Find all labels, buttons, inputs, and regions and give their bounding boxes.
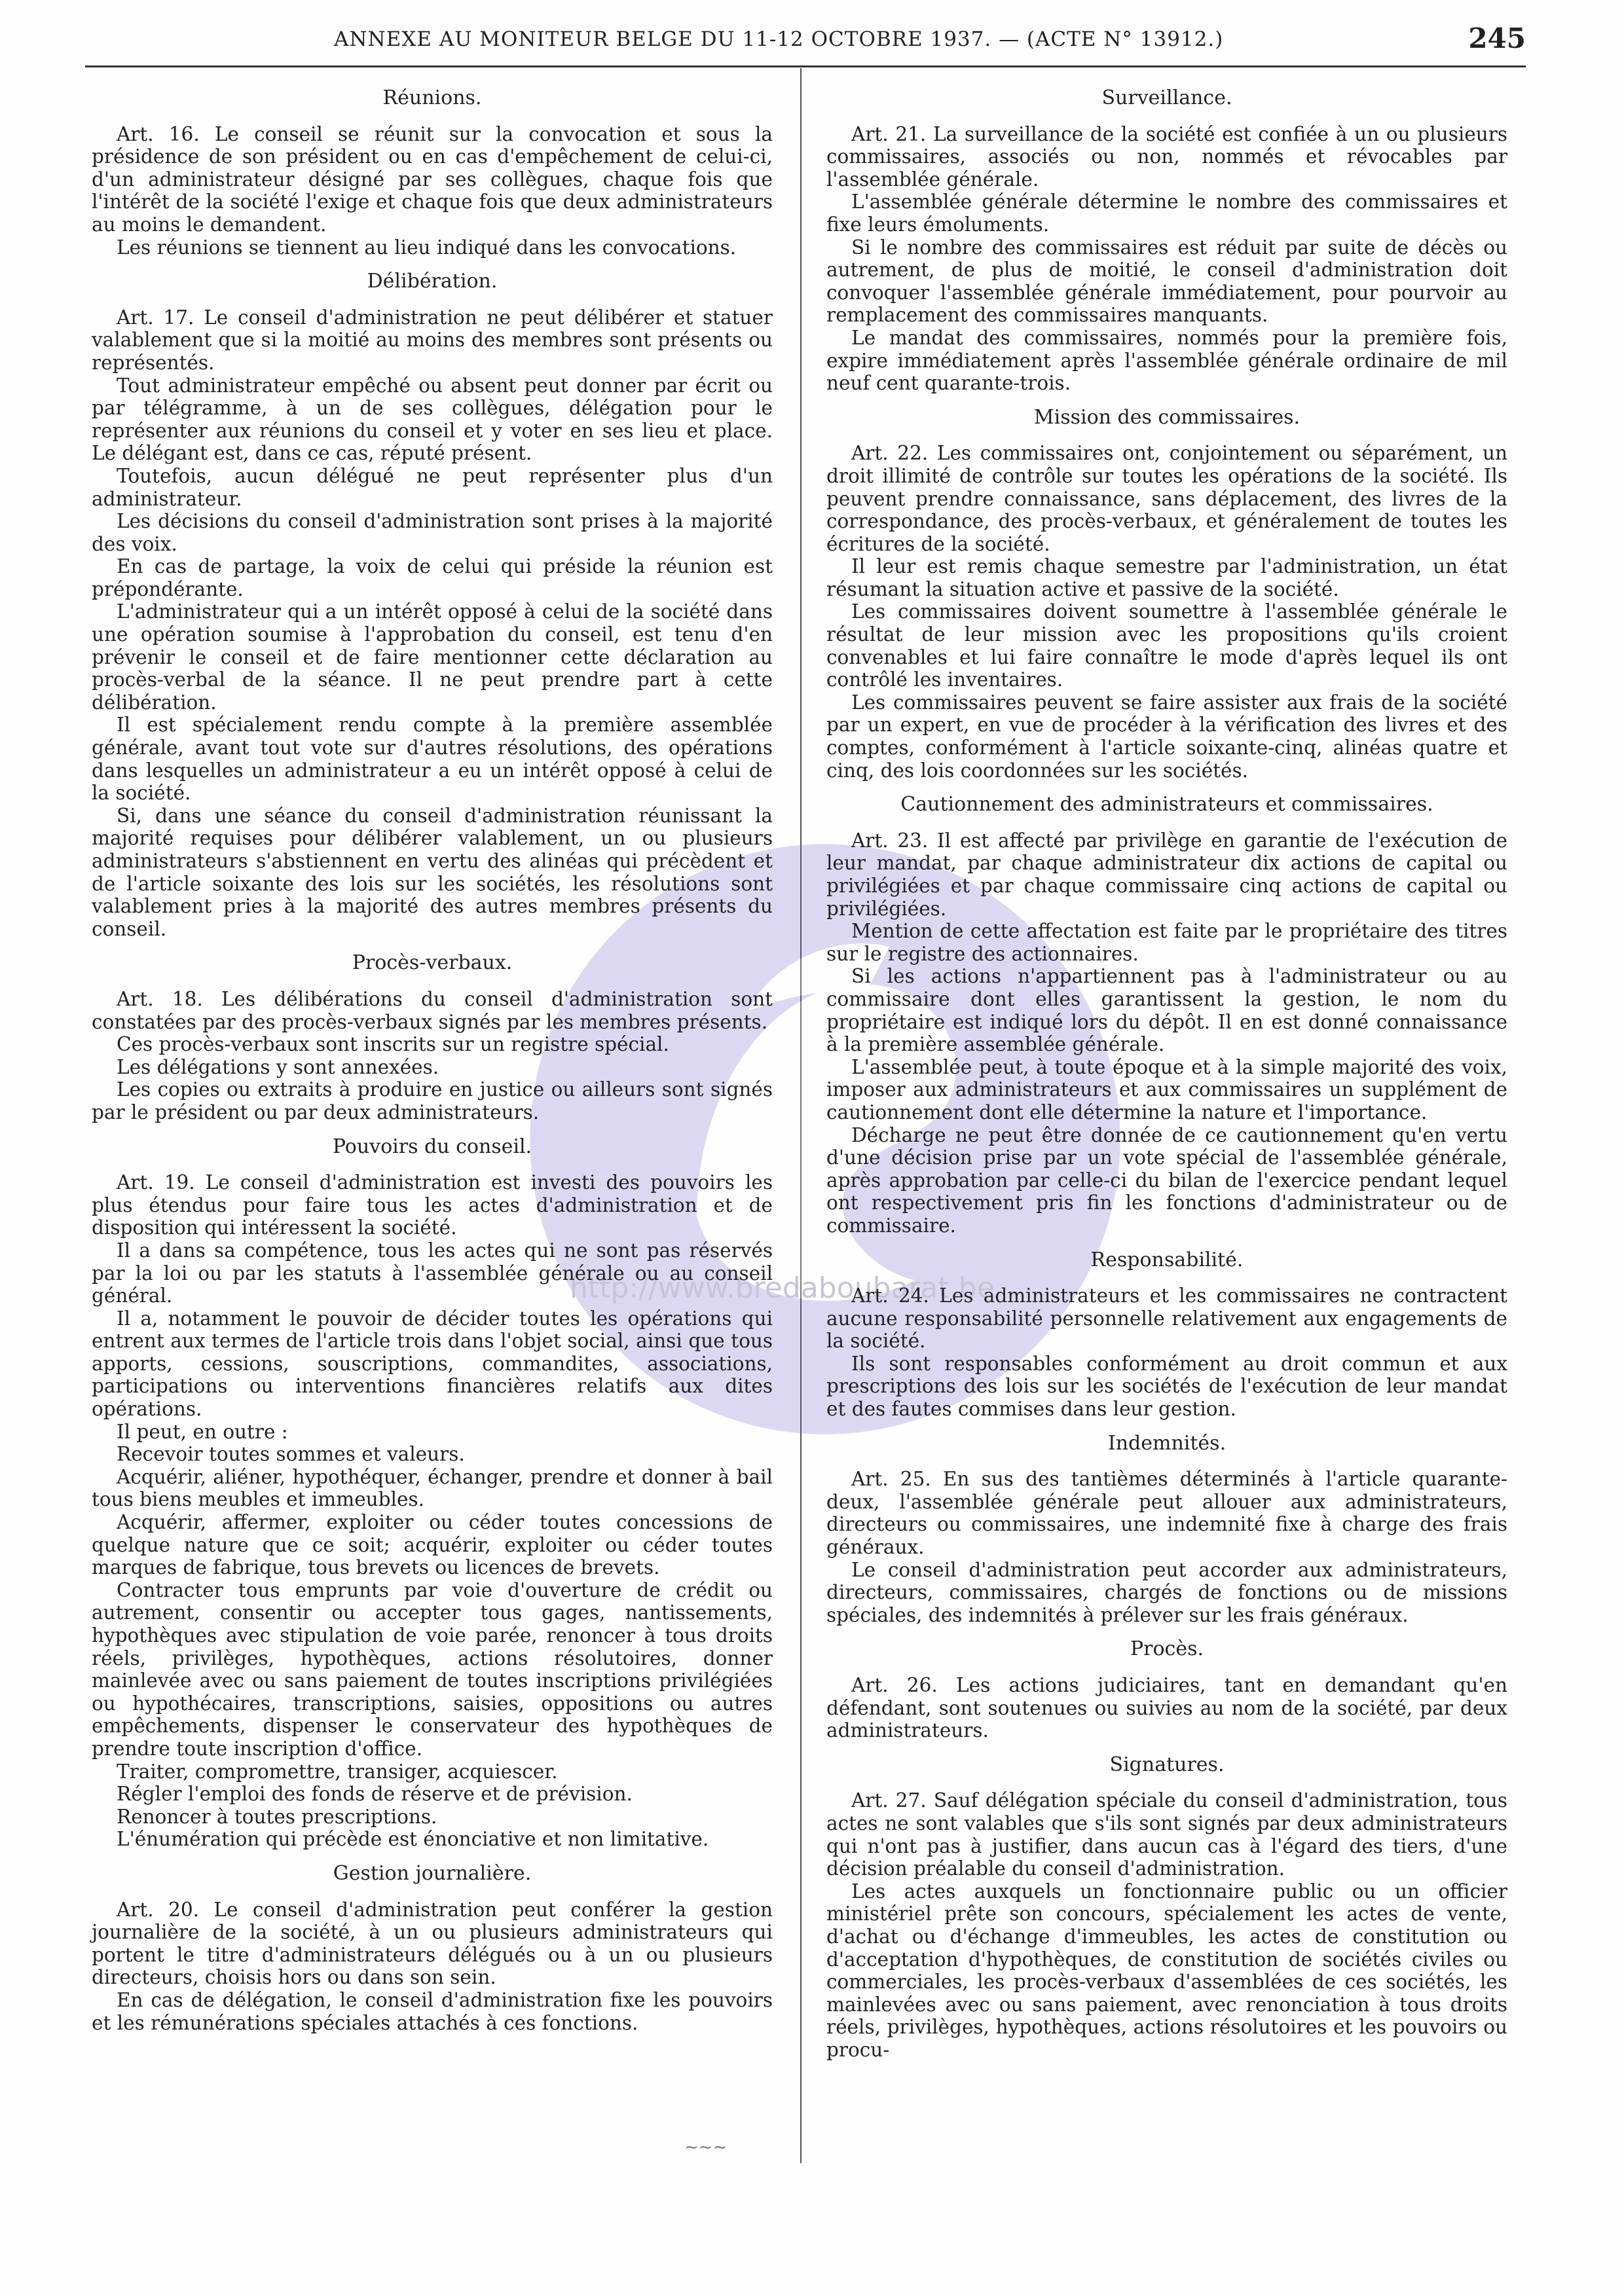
scribble-mark: ~~~ — [684, 2138, 728, 2157]
section-responsabilite — [826, 1249, 1507, 1421]
paragraph: Les décisions du conseil d'administration sont prises à la majorité des voix. — [92, 510, 773, 555]
paragraph: Art. 17. Le conseil d'administration ne peut délibérer et statuer valablement que si la moitié au moins des membres sont présents ou représentés. — [92, 306, 773, 374]
section-heading: Gestion journalière. — [333, 1861, 532, 1885]
section-heading: Procès-verbaux. — [352, 951, 513, 975]
paragraph: Les commissaires peuvent se faire assister aux frais de la société par un expert, en vue de procéder à la vérification des livres et des comptes, conformément à l'article soixante-cinq, alinéas quatre et cinq, des lois coordonnées sur les sociétés. — [826, 691, 1507, 782]
list-item: Acquérir, affermer, exploiter ou céder toutes concessions de quelque nature que ce soit; acquérir, exploiter ou céder toutes marques de fabrique, tous brevets ou licences de brevets. — [92, 1511, 773, 1579]
section-heading: Surveillance. — [1101, 86, 1232, 109]
paragraph: Art. 26. Les actions judiciaires, tant en demandant qu'en défendant, sont soutenues ou suivies au nom de la société, par deux administrateurs. — [826, 1674, 1507, 1742]
section-heading: Signatures. — [1109, 1753, 1225, 1776]
powers-list — [92, 1443, 773, 1851]
section-mission — [826, 407, 1507, 782]
paragraph: Le mandat des commissaires, nommés pour la première fois, expire immédiatement après l'assemblée générale ordinaire de mil neuf cent quarante-trois. — [826, 326, 1507, 395]
section-heading: Réunions. — [382, 86, 482, 109]
paragraph: Art. 21. La surveillance de la société est confiée à un ou plusieurs commissaires, associés ou non, nommés et révocables par l'assemblée générale. — [826, 122, 1507, 191]
paragraph: En cas de délégation, le conseil d'administration fixe les pouvoirs et les rémunérations spéciales attachés à ces fonctions. — [92, 1988, 773, 2034]
paragraph: Si le nombre des commissaires est réduit par suite de décès ou autrement, de plus de moitié, le conseil d'administration doit convoquer l'assemblée générale immédiatement, pour pourvoir au remplacement des commissaires manquants. — [826, 236, 1507, 327]
section-heading: Responsabilité. — [1090, 1248, 1244, 1271]
list-item: L'énumération qui précède est énonciative et non limitative. — [117, 1828, 709, 1851]
paragraph: Il peut, en outre : — [117, 1420, 288, 1443]
paragraph: Il a dans sa compétence, tous les actes qui ne sont pas réservés par la loi ou par les statuts à l'assemblée générale ou au conseil général. — [92, 1239, 773, 1307]
section-cautionnement — [826, 793, 1507, 1237]
paragraph: Les réunions se tiennent au lieu indiqué dans les convocations. — [117, 236, 737, 259]
paragraph: Art. 22. Les commissaires ont, conjointement ou séparément, un droit illimité de contrôle sur toutes les opérations de la société. Ils peuvent prendre connaissance, sans déplacement, des livres de la correspondance, des procès-verbaux, et généralement de toutes les écritures de la société. — [826, 442, 1507, 555]
paragraph: Les commissaires doivent soumettre à l'assemblée générale le résultat de leur mission avec les propositions qu'ils croient convenables et lui faire connaître le mode d'après lequel ils ont contrôlé les inventaires. — [826, 600, 1507, 691]
section-signatures — [826, 1754, 1507, 2062]
paragraph: Si, dans une séance du conseil d'administration réunissant la majorité requises pour délibérer valablement, un ou plusieurs administrateurs s'abstiennent en vertu des alinéas qui précèdent et de l'article soixante des lois sur les sociétés, les résolutions sont valablement pries à la majorité des autres membres présents du conseil. — [92, 804, 773, 940]
paragraph: Il leur est remis chaque semestre par l'administration, un état résumant la situation active et passive de la société. — [826, 555, 1507, 600]
paragraph: Art. 25. En sus des tantièmes déterminés à l'article quarante-deux, l'assemblée générale peut allouer aux administrateurs, directeurs ou commissaires, une indemnité fixe à charge des frais généraux. — [826, 1468, 1507, 1559]
paragraph: Art. 19. Le conseil d'administration est investi des pouvoirs les plus étendus pour faire tous les actes d'administration et de disposition qui intéressent la société. — [92, 1171, 773, 1239]
list-item: Régler l'emploi des fonds de réserve et de prévision. — [117, 1783, 633, 1806]
paragraph: Décharge ne peut être donnée de ce cautionnement qu'en vertu d'une décision prise par un vote spécial de l'assemblée générale, après approbation par celle-ci du bilan de l'exercice pendant lequel ont respectivement pris fin les fonctions d'administrateur ou de commissaire. — [826, 1123, 1507, 1237]
paragraph: Art. 27. Sauf délégation spéciale du conseil d'administration, tous actes ne sont valables que s'ils sont signés par deux administrateurs qui n'ont pas à justifier, dans aucun cas à l'égard des tiers, d'une décision préalable du conseil d'administration. — [826, 1789, 1507, 1880]
paragraph: Art. 24. Les administrateurs et les commissaires ne contractent aucune responsabilité personnelle relativement aux engagements de la société. — [826, 1285, 1507, 1353]
section-heading: Indemnités. — [1107, 1431, 1227, 1455]
paragraph: Toutefois, aucun délégué ne peut représenter plus d'un administrateur. — [92, 464, 773, 510]
paragraph: Le conseil d'administration peut accorder aux administrateurs, directeurs, commissaires, chargés de fonctions ou de missions spéciales, des indemnités à prélever sur les frais généraux. — [826, 1558, 1507, 1626]
paragraph: L'assemblée peut, à toute époque et à la simple majorité des voix, imposer aux administrateurs et aux commissaires un supplément de cautionnement dont elle détermine la nature et l'importance. — [826, 1055, 1507, 1123]
paragraph: Ils sont responsables conformément au droit commun et aux prescriptions des lois sur les sociétés de l'exécution de leur mandat et des fautes commises dans leur gestion. — [826, 1352, 1507, 1421]
list-item: Recevoir toutes sommes et valeurs. — [117, 1443, 465, 1466]
paragraph: Ces procès-verbaux sont inscrits sur un registre spécial. — [117, 1033, 669, 1056]
section-indemnites — [826, 1432, 1507, 1627]
right-column — [826, 75, 1507, 2062]
paragraph: L'assemblée générale détermine le nombre des commissaires et fixe leurs émoluments. — [826, 191, 1507, 236]
section-surveillance — [826, 87, 1507, 395]
list-item: Renoncer à toutes prescriptions. — [117, 1805, 437, 1828]
paragraph: Il a, notamment le pouvoir de décider toutes les opérations qui entrent aux termes de l'article trois dans l'objet social, ainsi que tous apports, cessions, souscriptions, commandites, associations, participations ou interventions financières relatifs aux dites opérations. — [92, 1307, 773, 1421]
section-reunions — [92, 87, 773, 259]
paragraph: Si les actions n'appartiennent pas à l'administrateur ou au commissaire dont elles garantissent la gestion, le nom du propriétaire est indiqué lors du dépôt. Il en est donné connaissance à la première assemblée générale. — [826, 965, 1507, 1056]
section-heading: Pouvoirs du conseil. — [332, 1135, 532, 1158]
paragraph: Les actes auxquels un fonctionnaire public ou un officier ministériel prête son concours, spécialement les actes de vente, d'achat ou d'échange d'immeubles, les actes de constitution ou d'acceptation d'hypothèques, de constitution de sociétés civiles ou commerciales, les procès-verbaux d'assemblées de ces sociétés, les mainlevées avec ou sans paiement, avec renonciation à tous droits réels, privilèges, hypothèques, actions résolutoires et les pouvoirs ou procu- — [826, 1880, 1507, 2061]
section-pouvoirs — [92, 1136, 773, 1851]
section-heading: Procès. — [1130, 1637, 1204, 1661]
section-proces-verbaux — [92, 952, 773, 1123]
list-item: Contracter tous emprunts par voie d'ouverture de crédit ou autrement, consentir ou accepter tous gages, nantissements, hypothèques avec stipulation de voie parée, renoncer à tous droits réels, privilèges, hypothèques, actions résolutoires, donner mainlevée avec ou sans paiement de toutes inscriptions privilégiées ou hypothécaires, transcriptions, saisies, oppositions ou autres empêchements, dispenser le conservateur des hypothèques de prendre toute inscription d'office. — [92, 1578, 773, 1760]
header-rule — [85, 65, 1526, 67]
paragraph: L'administrateur qui a un intérêt opposé à celui de la société dans une opération soumise à l'approbation du conseil, est tenu d'en prévenir le conseil et de faire mentionner cette déclaration au procès-verbal de la séance. Il ne peut prendre part à cette délibération. — [92, 600, 773, 714]
section-heading: Mission des commissaires. — [1033, 405, 1301, 429]
paragraph: En cas de partage, la voix de celui qui préside la réunion est prépondérante. — [92, 555, 773, 600]
section-proces — [826, 1638, 1507, 1741]
section-deliberation — [92, 270, 773, 940]
paragraph: Les copies ou extraits à produire en justice ou ailleurs sont signés par le président ou par deux administrateurs. — [92, 1078, 773, 1123]
journal-title: ANNEXE AU MONITEUR BELGE DU 11-12 OCTOBRE 1937. — (ACTE N° 13912.) — [334, 27, 1224, 51]
paragraph: Mention de cette affectation est faite par le propriétaire des titres sur le registre des actionnaires. — [826, 920, 1507, 965]
section-heading: Cautionnement des administrateurs et commissaires. — [900, 793, 1433, 816]
paragraph: Art. 16. Le conseil se réunit sur la convocation et sous la présidence de son président ou en cas d'empêchement de celui-ci, d'un administrateur désigné par ses collègues, chaque fois que l'intérêt de la société l'exige et chaque fois que deux administrateurs au moins le demandent. — [92, 122, 773, 236]
paragraph: Il est spécialement rendu compte à la première assemblée générale, avant tout vote sur d'autres résolutions, des opérations dans lesquelles un administrateur a eu un intérêt opposé à celui de la société. — [92, 714, 773, 805]
section-heading: Délibération. — [367, 270, 498, 293]
left-column — [92, 75, 773, 2034]
list-item: Traiter, compromettre, transiger, acquiescer. — [117, 1760, 558, 1783]
paragraph: Art. 18. Les délibérations du conseil d'administration sont constatées par des procès-verbaux signés par les membres présents. — [92, 987, 773, 1033]
paragraph: Art. 23. Il est affecté par privilège en garantie de l'exécution de leur mandat, par chaque administrateur dix actions de capital ou privilégiées et par chaque commissaire cinq actions de capital ou privilégiées. — [826, 829, 1507, 920]
watermark-url: http://www.bredaboubarat.be — [570, 1271, 995, 1305]
section-gestion — [92, 1863, 773, 2034]
paragraph: Les délégations y sont annexées. — [117, 1055, 439, 1078]
list-item: Acquérir, aliéner, hypothéquer, échanger, prendre et donner à bail tous biens meubles et immeubles. — [92, 1465, 773, 1511]
page-header — [85, 20, 1526, 65]
paragraph: Tout administrateur empêché ou absent peut donner par écrit ou par télégramme, à un de ses collègues, délégation pour le représenter aux réunions du conseil et y voter en ses lieu et place. Le délégant est, dans ce cas, réputé présent. — [92, 374, 773, 465]
paragraph: Art. 20. Le conseil d'administration peut conférer la gestion journalière de la société, à un ou plusieurs administrateurs qui portent le titre d'administrateurs délégués ou à un ou plusieurs directeurs, choisis hors ou dans son sein. — [92, 1898, 773, 1989]
page-number: 245 — [1468, 22, 1526, 54]
